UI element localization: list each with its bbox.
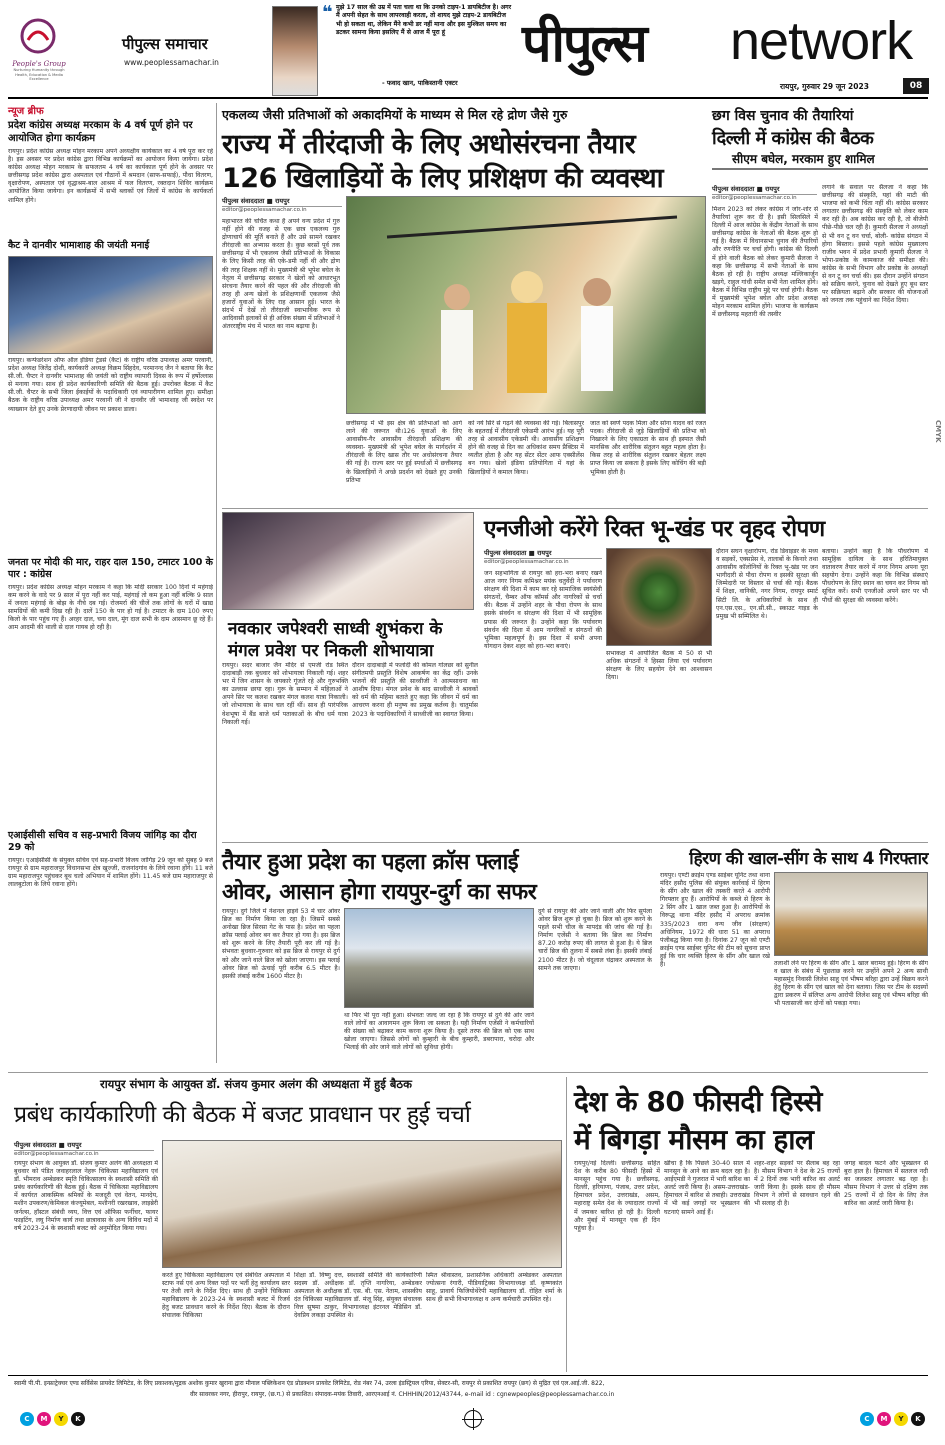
peoples-group-logo xyxy=(8,16,70,92)
deer-headline: हिरण की खाल-सींग के साथ 4 गिरफ्तार xyxy=(689,849,928,869)
footer-imprint-line1: स्वामी पी.पी. इन्फ्राट्रेक्चर एण्ड सर्विसेस प्रायवेट लिमिटेड, के लिए प्रकाशक/मुद्रक अशोक कुमार खुराना द्वारा मीनाल पब्लिकेशन एंड प्रोडक्शन प्रायवेट लिमिटेड, रोड नंबर 74, उरला इंडस्ट्रियल एरिया, सेक्टर-सी, रायपुर से प्रकाशित रायपुर (छग) से मुद्रित एवं एल.आई.जी. 822, xyxy=(14,1380,605,1387)
lead-text-col1: महाभारत की चर्चित कथा है अपने वन्य प्रदेश में गुरु नहीं होने की वजह से एक छात्र एकलव्य गुरु द्रोणाचार्य की मूर्ति बनाते हैं और उसे सामने रखकर तीरंदाजी का अभ्यास करता है। कुछ बरसों पूर्व तक छत्तीसगढ़ में भी एकलव्य जैसी प्रतिभाओं के विकास के लिए किसी तरह की एके-डमी नहीं थी और द्रोण की तरह शिक्षक नहीं थे। मुख्यमंत्री श्री भूपेश बघेल के नेतृत्व में छत्तीसगढ़ सरकार ने खेलों को आधारभूत संरचना तैयार करने की पहल की और तीरंदाजी की तरह ही अन्य खेलों के प्रशिक्षणार्थी एकलव्य जैसे हजारों युवाओं के लिए राह आसान हुई। भारत के संदर्भ में देखें तो तीरंदाजी स्वाभाविक रूप से आदिवासी इलाकों से ही अधिक संख्या में प्रतिभाओं ने अंतरराष्ट्रीय मंच में भारत का नाम बढ़ाया है। xyxy=(222,218,340,331)
meeting-byline xyxy=(14,1140,154,1157)
weather-text-col4: जगह बादल फटने और भूस्खलन से बुरा हाल है। हिमाचल में सतलज नदी का जलस्तर लगातार बढ़ रहा है। मौसम विभाग ने उत्तर से दक्षिण तक 25 राज्यों में दो दिन के लिए तेज बारिश का अलर्ट जारी किया है। xyxy=(844,1160,928,1208)
masthead xyxy=(0,0,945,98)
lead-text-col2: छत्तीसगढ़ में भी इस क्षेत्र की प्रतिभाओं को आगे लाने की जरूरत थी।126 युवाओं के लिए आवासीय-गैर आवासीय तीरंदाजी प्रशिक्षण की व्यवस्था- मुख्यमंत्री श्री भूपेश बघेल के मार्गदर्शन में तीरंदाजी के लिए खास तौर पर अधोसंरचना तैयार की गई है। राज्य स्तर पर हुई स्पर्धाओं में छत्तीसगढ़ के खिलाड़ियों ने अच्छे प्रदर्शन को देखते हुए उनकी प्रतिभा xyxy=(346,420,462,484)
archery-scene-icon xyxy=(347,197,707,415)
brief4-title: एआईसीसी सचिव व सह-प्रभारी विजय जांगिड़ का दौरा 29 को xyxy=(8,830,197,853)
lead-photo xyxy=(346,196,706,414)
brief3-title: जनता पर मोदी की मार, राहर दाल 150, टमाटर 100 के पार : कांग्रेस xyxy=(8,557,213,580)
brief2-text: रायपुर। कन्फेडरेशन ऑफ ऑल इंडिया ट्रेडर्स (कैट) के राष्ट्रीय वरिष्ठ उपाध्यक्ष अमर परवानी, प्रदेश अध्यक्ष जितेंद्र दोशी, कार्यकारी अध्यक्ष विक्रम सिंहदेव, परमानन्द जैन ने बताया कि कैट सी.जी. चैप्टर ने दानवीर भामाशाह की जयंती को राष्ट्रीय व्यापारी दिवस के रूप में हर्षोल्लास से मनाया गया। साथ ही प्रदेश कार्यकारिणी समिति की बैठक हुई। उपरोक्त बैठक में कैट सी.जी. चैप्टर के सभी जिला ईकाईयों के पदाधिकारी एवं व्यापारीगण शामिल हुए। समीक्षा बैठक के राष्ट्रीय वरिष्ठ उपाध्यक्ष अमर परवानी जी ने दानवीर जी भामाशाह जी स्वदेश पर व्याख्यान देते हुए उनके प्रेरणादायी जीवन पर प्रकाश डाला। xyxy=(8,357,213,413)
meeting-divider xyxy=(566,1077,567,1372)
congress-text-col2: लगाने के सवाल पर सैलजा ने कहा कि छत्तीसगढ़ की संस्कृति, यहां की माटी की भाजपा को कभी चिंता नहीं थी। कांग्रेस सरकार लगातार छत्तीसगढ़ की संस्कृति को लेकर काम कर रही है। अब कांग्रेस कर रही है, तो बीजेपी पीछे-पीछे चल रही है। कुमारी सैलजा ने अध्यक्षों से भी वन टू वन चर्चा, बोली- कांग्रेस संगठन में होगा बिस्तार। इससे पहले कांग्रेस मुख्यालय राजीव भवन में प्रदेश प्रभारी कुमारी सैलजा ने भोपा-प्रकोष्ठ के कामकाज की समीक्षा की। कांग्रेस के सभी विभाग और प्रकोष्ठ के अध्यक्षों से वन टू वन चर्चा की। इस दौरान उन्होंने संगठन को सक्रिय करने, चुनाव को देखते हुए बूथ स्तर पर सक्रियता बढ़ाने और सरकार की योजनाओं को जनता तक पहुंचाने का निर्देश दिया। xyxy=(822,184,928,305)
meeting-text-col4: स्मित श्रीवास्तव, प्रशासनिक अधिकारी अम्बेडकर अस्पताल ज्योत्सना रंगारी, पीडियाट्रिक्स विभागाध्यक्ष डॉ. कृष्णकांत साहू, प्रावार्य फिजियोथेरेपी महाविद्यालय डॉ. रोहित शर्मा के साथ ही सभी विभागाध्यक्ष व अन्य कर्मचारी उपस्थित रहे। xyxy=(426,1272,562,1304)
cmyk-m: M xyxy=(37,1412,51,1426)
meeting-text-col3: शिक्षा डॉ. विष्णु दत्त, स्वशासी समिति की कार्यकारिणी सदस्य डॉ. अधीक्षक डॉ. तृप्ति नागरिया, अम्बेडकर अस्पताल के अधीक्षक डॉ. एस. बी. एस. नेताम, शासकीय दंत चिकित्सा महाविद्यालय डॉ. मंजू सिंह, संयुक्त संचालक वित्त सुषमा ठाकुर, विभागाध्यक्ष इंटरनल मेडिसिन डॉ. देवप्रिय लकड़ा उपस्थित थे। xyxy=(294,1272,422,1320)
ngo-byline-text: पीपुल्स संवाददाता ■ रायपुर xyxy=(484,548,602,559)
quote-author: - फवाद खान, पाकिस्तानी एक्टर xyxy=(382,79,458,87)
brand-hindi: पीपुल्स xyxy=(522,14,646,74)
weather-text-col3: शहर-शहर सड़कों पर सैलाब बह रहा है। मौसम विभाग ने देश के 25 राज्यों में 2 दिनों तक भारी बारिश का अलर्ट जारी किया है। इसके साथ ही मौसम विभाग ने लोगों से सावधान रहने की भी सलाह दी है। xyxy=(754,1160,840,1208)
congress-email: editor@peoplessamachar.co.in xyxy=(712,195,797,201)
ngo-plant-photo xyxy=(606,548,712,646)
cmyk-c-right: C xyxy=(860,1412,874,1426)
cmyk-side-mark: CMYK xyxy=(934,420,942,443)
cmyk-c: C xyxy=(20,1412,34,1426)
flyover-text-col1: रायपुर। दुर्ग जिले में नेशनल हाइवे 53 में चार ओवर ब्रिज का निर्माण किया जा रहा है। जिसमें सबसे अनोखा ब्रिज सिरसा गेट के पास है। प्रदेश का पहला क्रॉस फ्लाई ओवर बन कर तैयार हो गया है। इस ब्रिज को शुरू करने के लिए तैयारी पूरी कर ली गई है। संभवतः बुधवार-गुरुवार को इस ब्रिज से रायपुर से दुर्ग को और जाने वाले ब्रिज को खोला जाएगा। इस फ्लाई ओवर ब्रिज को ऊंचाई पूरी करीब 6.5 मीटर है। इसकी लंबाई करीब 1600 मीटर है। xyxy=(222,908,340,980)
brief3-text: रायपुर। प्रदेश कांग्रेस अध्यक्ष मोहन मरकाम ने कहा कि मोदी सरकार 100 दिनों में महंगाई कम करने के वादे पर 9 साल में पूरा नहीं कर पाई, महंगाई तो कम हुआ नहीं बल्कि 9 साल में जनता महंगाई के बोझ के नीचे दब गई। रोजमर्रा की चीजें तक लोगों के घरों में खाद्य सामग्रियों की कमी दिख रही है। दालें 150 के पार हो गई है। टमाटर के दाम 100 रुपए किलो के पार पहुंच गए हैं। अरहर दाल, चना दाल, मूंग दाल सभी के दाम आसमान छू रहे हैं। आम आदमी की थाली से दाल गायब हो रही है। xyxy=(8,584,213,632)
congress-headline: दिल्ली में कांग्रेस की बैठक xyxy=(712,128,874,149)
flyover-headline-line2: ओवर, आसान होगा रायपुर-दुर्ग का सफर xyxy=(222,880,537,905)
congress-text-col1: मिशन 2023 को लेकर कांग्रेस ने जोर-शोर से तैयारियां शुरू कर दी है। इसी सिलसिले में दिल्ली में आज कांग्रेस के केंद्रीय नेताओं के साथ छत्तीसगढ़ कांग्रेस के नेताओं की बैठक शुरू हो गई है। बैठक में विधानसभा चुनाव की तैयारियों और रणनीति पर चर्चा होगी। कांग्रेस की दिल्ली में होने वाली बैठक को लेकर कुमारी सैलजा ने कहा कि छत्तीसगढ़ में सभी नेताओं के साथ बैठक हो रही है। राष्ट्रीय अध्यक्ष मल्लिकार्जुन खड़गे, राहुल गांधी समेत सभी नेता शामिल होंगे। बैठक में विभिन्न राष्ट्रीय मुद्दे पर चर्चा होगी। बैठक में मुख्यमंत्री भूपेश बघेल और प्रदेश अध्यक्ष मोहन मरकाम शामिल होंगे। भाजपा के कार्यक्रम में छत्तीसगढ़ महतारी की तस्वीर xyxy=(712,206,818,319)
lead-kicker: एकलव्य जैसी प्रतिभाओं को अकादमियों के माध्यम से मिल रहे द्रोण जैसे गुरु xyxy=(222,107,568,122)
meeting-photo xyxy=(162,1140,562,1268)
group-emblem-icon xyxy=(18,16,58,56)
brand-english: network xyxy=(730,11,913,71)
ngo-email: editor@peoplessamachar.co.in xyxy=(484,559,569,565)
footer-rule xyxy=(8,1375,928,1376)
brief2-title: कैट ने दानवीर भामाशाह की जयंती मनाई xyxy=(8,240,150,251)
cmyk-y: Y xyxy=(54,1412,68,1426)
lead-text-col4: जात को स्वर्ण पदक मिला और सोना यादव को रजत पदक। तीरंदाजी से जुड़े खिलाड़ियों की प्रतिभा को निखारने के लिए एकाग्रता के साथ ही इस्पात जैसी मानसिक और शारीरिक संतुलन बहुत महत्व होता है। किस तरह से शारीरिक संतुलन रखकर बेहतर लक्ष्य प्राप्त किया जा सकता है इसके लिए कोचिंग की बड़ी भूमिका होती है। xyxy=(590,420,706,476)
quote-mark-icon: ❝ xyxy=(322,2,333,23)
shobhayatra-text-col2: दौरान दादाबाड़ी में फलोदी की कोमल गोलछा को सुनील संगीतमयी प्रस्तुति विशेष आकर्षण का केंद्र रहीं। उनके भजनों की प्रस्तुति की साध्वीजी ने आत्मसाधना का आशीष दिया। मंगल प्रवेश के बाद साध्वीजी ने श्रावकों को धर्म की महिमा बताते हुए कहा कि जीवन में धर्म का आचरण करना ही मनुष्य का प्रमुख कर्तव्य है। चातुर्मास 2023 के पदाधिकारियों ने साध्वीजी का स्वागत किया। xyxy=(352,662,478,718)
weather-headline-line1: देश के 80 फीसदी हिस्से xyxy=(574,1085,822,1118)
brief1-title: प्रदेश कांग्रेस अध्यक्ष मरकाम के 4 वर्ष पूर्ण होने पर आयोजित होगा कार्यक्रम xyxy=(8,120,193,144)
small-paper-title: पीपुल्स समाचार xyxy=(122,35,208,53)
shobhayatra-headline-line2: मंगल प्रवेश पर निकली शोभायात्रा xyxy=(228,641,434,661)
rule-mid2 xyxy=(222,842,928,843)
congress-byline-text: पीपुल्स संवाददाता ■ रायपुर xyxy=(712,184,817,195)
weather-headline-line2: में बिगड़ा मौसम का हाल xyxy=(574,1123,814,1156)
lead-email: editor@peoplessamachar.co.in xyxy=(222,207,307,213)
lead-headline-line1: राज्य में तीरंदाजी के लिए अधोसंरचना तैयार xyxy=(222,129,636,160)
shobhayatra-headline-line1: नवकार जपेश्वरी साध्वी शुभंकरा के xyxy=(228,619,443,639)
quote-text: मुझे 17 साल की उम्र में पता चला था कि उनको टाइप-1 डायबिटीज है। अगर मैं अपनी सेहत के साथ लापरवाही करता, तो शायद मुझे टाइप-2 डायबिटीज भी हो सकता था, लेकिन मैंने कभी डर नहीं माना और इस मुश्किल समय का डटकर सामना किया इसलिए मैं से आज मैं पूरा हूं xyxy=(336,4,512,37)
group-tagline: Nurturing Humanity through Health, Education & Media Excellence xyxy=(13,68,65,81)
footer-imprint-line2: वीर सावरकर नगर, हीरापुर, रायपुर, (छ.ग.) से प्रकाशित। संपादक-मयंक तिवारी, आरएनआई नं. CHHHIN/2012/43744, e-mail id : cgnewpeoples@peoplessamachar.co.in xyxy=(190,1391,615,1398)
cmyk-m-right: M xyxy=(877,1412,891,1426)
cmyk-k: K xyxy=(71,1412,85,1426)
group-name: People's Group xyxy=(12,60,66,68)
news-brief-label: न्यूज ब्रीफ xyxy=(8,106,44,117)
meeting-byline-text: पीपुल्स संवाददाता ■ रायपुर xyxy=(14,1140,154,1151)
congress-subhead: सीएम बघेल, मरकाम हुए शामिल xyxy=(732,152,875,166)
quote-box xyxy=(322,2,512,96)
actor-portrait xyxy=(272,6,318,96)
deer-text-col2: तलाशी लेने पर हिरण के सींग और 1 खाल बरामद हुई। हिरण के सींग व खाल के संबंध में पूछताछ करने पर उन्होंने अपने 2 अन्य साथी महासमुंद निवासी लिलेश साहू एवं भीषम बरिहा द्वारा उन्हें बिक्रय करने हेतु हिरण के सींग एवं खाल को देना बताया। जिस पर टीम के सदस्यों द्वारा प्रकरण में संलिप्त अन्य आरोपी लिलेश साहू एवं भीषम बरिहा की भी पतासाजी कर दोनों को पकड़ा गया। xyxy=(774,960,928,1008)
lead-byline-text: पीपुल्स संवाददाता ■ रायपुर xyxy=(222,196,342,207)
lead-byline xyxy=(222,196,342,213)
cmyk-bar-left xyxy=(20,1412,85,1426)
rule-mid1 xyxy=(222,508,928,509)
ngo-photo-top xyxy=(222,512,474,610)
flyover-photo xyxy=(344,908,534,1008)
ngo-text-col1: जन सहभागिता से रायपुर को हरा-भरा बनाए रखने आज नगर निगम कमिश्नर मयंक चतुर्वेदी ने पर्यावरण संरक्षण की दिशा में काम कर रहे सामाजिक स्वयंसेवी संगठनों, चैम्बर ऑफ कॉमर्स और नागरिकों से चर्चा की। बैठक में उन्होंने शहर के पौधा रोपण के साथ इसके संवर्धन व संरक्षण की दिशा में भी सामूहिक प्रयास की जरूरत है। उन्होंने कहा कि पर्यावरण संवर्धन की दिशा में आम नागरिकों व संगठनों की भूमिका महत्वपूर्ण है। इस दिशा में सभी अपना योगदान देकर शहर को हरा-भरा बनाएं। xyxy=(484,570,602,650)
lead-text-col3: को नये सिरे से गढ़ने की व्यवस्था की गई। बिलासपुर के बहतराई में तीरंदाजी एकेडमी आरंभ हुई। यह पूरी तरह से आवासीय एकेडमी थी। आवासीय प्रशिक्षण होने की वजह से दिन का अधिकांश समय प्रैक्टिस में व्यतीत होता है और यह सेंटर सेंटर आफ एक्सीलेंस बन गया। खेलो इंडिया प्रतियोगिता में यहां के खिलाड़ियों ने कमाल किया। xyxy=(468,420,584,476)
website-url[interactable]: www.peoplessamachar.in xyxy=(124,58,219,67)
weather-text-col1: रायपुर/नई दिल्ली। छत्तीसगढ़ सहित देश के करीब 80 फीसदी हिस्से में मानसून पहुंच गया है। छत्तीसगढ़, दिल्ली, हरियाणा, पंजाब, उत्तर प्रदेश, हिमाचल प्रदेश, उत्तराखंड, असम, महाराष्ट्र समेत देश के ज्यादातर राज्यों में जमकर बारिश हो रही है। दिल्ली और मुंबई में मानसून एक ही दिन पहुंचा है। xyxy=(574,1160,660,1232)
brief1-text: रायपुर। प्रदेश कांग्रेस अध्यक्ष मोहन मरकाम अपने अध्यक्षीय कार्यकाल का 4 वर्ष पूरा कर रहे है। इस अवसर पर प्रदेश कांग्रेस द्वारा विभिन्न कार्यक्रमों का आयोजन किया जायेगा। प्रदेश कांग्रेस अध्यक्ष मोहन मरकाम के सफलतम 4 वर्ष का कार्यकाल पूर्ण होने के अवसर पर छत्तीसगढ़ प्रदेश कांग्रेस द्वारा अस्पताल एवं गौठानों में श्रमदान (साफ-सफाई), पौधा वितरण, वृक्षारोपण, अस्पताल एवं वृद्धाश्रम-बाल आश्रम में फल वितरण, रक्तदान शिविर कार्यक्रम आयोजित किया जायेगा। इन कार्यक्रमों में सभी ब्लाकों एवं जिलों में कांग्रेस के कार्यकर्ता शामिल होंगे। xyxy=(8,148,213,204)
ngo-text-col3: बताया। उन्होंने कहा है कि पौधरोपण में सामूहिक दायित्व के साथ हरितिमायुक्त वातावरण तैयार करने में नगर निगम अपना पूरा सहयोग देगा। उन्होंने कहा कि विभिन्न संस्थाएं पौधरोपण के लिए स्थान का चयन कर निगम को सूचित करें। सभी एनजीओ अपने स्तर पर भी पौधों की सुरक्षा की व्यवस्था करेंगे। xyxy=(822,548,928,604)
cmyk-y-right: Y xyxy=(894,1412,908,1426)
flyover-text-col3: दुर्ग से रायपुर की ओर जाने वाली और फिर सुपेला ओवर ब्रिज शुरू हो चुका है। ब्रिज को शुरू करने के पहले सभी चीज के मापदंड की जांच की गई है। निर्माण एजेंसी ने बताया कि ब्रिज का निर्माण 87.20 करोड़ रुपए की लागत से हुआ है। ये ब्रिज चारों ब्रिज की तुलना में सबसे लंबा है। इसकी लंबाई 2100 मीटर है। जो चंदूलाल चंद्राकर अस्पताल के सामने तक जाएगा। xyxy=(538,908,652,972)
meeting-headline: प्रबंध कार्यकारिणी की बैठक में बजट प्रावधान पर हुई चर्चा xyxy=(14,1102,471,1128)
rule-mid3 xyxy=(8,1072,928,1073)
weather-text-col2: खींचा है कि पिछले 30-40 साल में मानसून के आने का क्रम बदल रहा है। आईएमडी ने गुजरात में भारी बारिश का अलर्ट जारी किया है। असम-उत्तराखंड-हिमाचल में बारिश से तबाही। उत्तराखंड में भी कई जगहों पर भूस्खलन की घटनाएं सामने आई हैं। xyxy=(664,1160,750,1216)
lead-headline-line2: 126 खिलाड़ियों के लिए प्रशिक्षण की व्यवस्था xyxy=(222,163,664,194)
left-column-divider xyxy=(216,103,217,1063)
meeting-text-col1: रायपुर संभाग के आयुक्त डॉ. संजय कुमार अलंग की अध्यक्षता में बुधवार को पंडित जवाहरलाल नेहरू चिकित्सा महाविद्यालय एवं डॉ. भीमराव अम्बेडकर स्मृति चिकित्सालय के स्वशासी समिति की प्रबंध कार्यकारिणी की बैठक हुई। बैठक में चिकित्सा महाविद्यालय में कार्यरत आकस्मिक श्रमिकों के मजदूरी एवं वेतन, मानदेय, मशीन उपकरण/केमिकल कंज्यूमेबल, मशीनरी रखरखाव, लाइब्रेरी जर्नल्स, हॉस्टल संबंधी व्यय, वित्त एवं ऑफिस फर्नीचर, फायर फाइटिंग, लघु निर्माण कार्य तथा छात्रावास के अन्य विविध मदों में वर्ष 2023-24 के स्वशासी बजट को अनुमोदित किया गया। xyxy=(14,1160,158,1232)
page-number: 08 xyxy=(903,78,929,94)
brief2-photo xyxy=(8,256,213,354)
deer-photo xyxy=(774,872,928,956)
masthead-rule xyxy=(8,97,928,99)
congress-photo xyxy=(712,168,928,170)
congress-kicker: छग विस चुनाव की तैयारियां xyxy=(712,108,854,124)
flyover-text-col2: था फिर भी पूरा नहीं हुआ। संभवतः जल्द जा रहा है कि रायपुर से दुर्ग की ओर जाने वाले लोगों का आवागमन शुरू किया जा सकता है। यही निर्माण एजेंसी ने कर्मचारियों की संख्या को बढ़ाकर काम करना शुरू किया है। दूसरे तरफ की ब्रिज को एक साथ खोला जाएगा। जिससे लोगों को कुम्हारी के बीच कुम्हारी, डबरापारा, चरोदा और भिलाई की ओर जाने वाले लोगों को सुविधा होगी। xyxy=(344,1012,534,1052)
ngo-caption: सभाकक्ष में आयोजित बैठक में 50 से भी अधिक संगठनों ने हिस्सा लिया एवं पर्यावरण संरक्षण के लिए सहयोग देने का आश्वासन दिया। xyxy=(606,650,712,682)
shobhayatra-text-col1: रायपुर। सदर बाजार जैन मंदिर से एमजी रोड स्थित दादाबाड़ी तक बुधवार को शोभायात्रा निकाली गई। शहर भर में जिन शासन के जयकारे गूंजते रहे और गुरुभक्ति का उल्लास छाया रहा। गुरू के सम्मान में महिलाओं ने अपने सिर पर कलश रखकर मंगल कलश यात्रा निकाली। जो शोभायात्रा के साथ चल रहीं थीं। साथ ही पारंपरिक वेशभूषा में बैंड बाजे धर्म पताकाओं के बीच धर्म यात्रा निकाली गई। xyxy=(222,662,348,726)
cmyk-k-right: K xyxy=(911,1412,925,1426)
meeting-email: editor@peoplessamachar.co.in xyxy=(14,1151,99,1157)
meeting-kicker: रायपुर संभाग के आयुक्त डॉ. संजय कुमार अलंग की अध्यक्षता में हुई बैठक xyxy=(100,1077,412,1091)
registration-mark-center xyxy=(464,1410,482,1428)
deer-text-col1: रायपुर। एण्टी क्राईम एण्ड साईबर यूनिट तथा थाना मंदिर हसौद पुलिस की संयुक्त कार्रवाई में हिरण के सींग और खाल की तस्करी करते 4 आरोपी गिरफ्तार हुए हैं। आरोपियों के कब्जे से हिरण के 2 सिंग और 1 खाल जब्त हुआ है। आरोपियों के विरूद्ध थाना मंदिर हसौद में अपराध क्रमांक 335/2023 धारा वन्य जीव (संरक्षण) अधिनियम, 1972 की धारा 51 का अपराध पंजीबद्ध किया गया है। दिनांक 27 जून को एण्टी क्राईम एण्ड साईबर यूनिट की टीम को सूचना प्राप्त हुई कि चार व्यक्ति हिरण के सींग और खाल रखे हैं। xyxy=(660,872,770,969)
cmyk-bar-right xyxy=(860,1412,925,1426)
flyover-headline-line1: तैयार हुआ प्रदेश का पहला क्रॉस फ्लाई xyxy=(222,850,519,875)
meeting-text-col2: करते हुए चिकित्सा महाविद्यालय एवं संबंधित अस्पताल में स्टाफ नर्स एवं अन्य रिक्त पदों पर भर्ती हेतु कार्यालय स्तर पर तेजी लाने के निर्देश दिए। साथ ही उन्होंने चिकित्सा महाविद्यालय के 2023-24 के स्वशासी बजट में रिजर्व हेतु बजट प्रावधान करने के निर्देश दिए। बैठक के दौरान संचालक चिकित्सा xyxy=(162,1272,290,1320)
brief4-text: रायपुर। एआईसीसी के संयुक्त सचिव एवं सह-प्रभारी विजय जांगिड़ 29 जून को सुबह 9 बजे रायपुर से ग्राम महाराजपुर विधानसभा क्षेत्र खुज्जी, राजनांदगांव के लिये रवाना होंगे। 11 बजे ग्राम महाराजपुर पहुंचकर बूथ चलो अभियान में शामिल होंगे। 11.45 बजे ग्राम महाराजपुर से लालबुटोला के लिये रवाना होंगे। xyxy=(8,857,213,889)
congress-byline xyxy=(712,184,817,201)
ngo-byline xyxy=(484,548,602,565)
dateline: रायपुर, गुरुवार 29 जून 2023 xyxy=(780,82,869,91)
ngo-headline: एनजीओ करेंगे रिक्त भू-खंड पर वृहद रोपण xyxy=(484,516,825,542)
ngo-text-col2: दौरान सघन वृक्षारोपण, रोड डिवाइडर के मध्य व सड़कों, एक्सप्रेस वे, तालाबों के किनारे तथा आवासीय कॉलोनियों के रिक्त भू-खंड पर जन भागीदारी से पौधा रोपण व इसकी सुरक्षा की जिम्मेदारी पर विस्तार से चर्चा की गई। बैठक में शिक्षा, वानिकी, नगर निगम, रायपुर स्मार्ट सिटी लि. के अधिकारियों के साथ ही एन.एस.एस., एन.सी.सी., स्काउट गाइड के प्रमुख भी सम्मिलित थे। xyxy=(716,548,818,620)
